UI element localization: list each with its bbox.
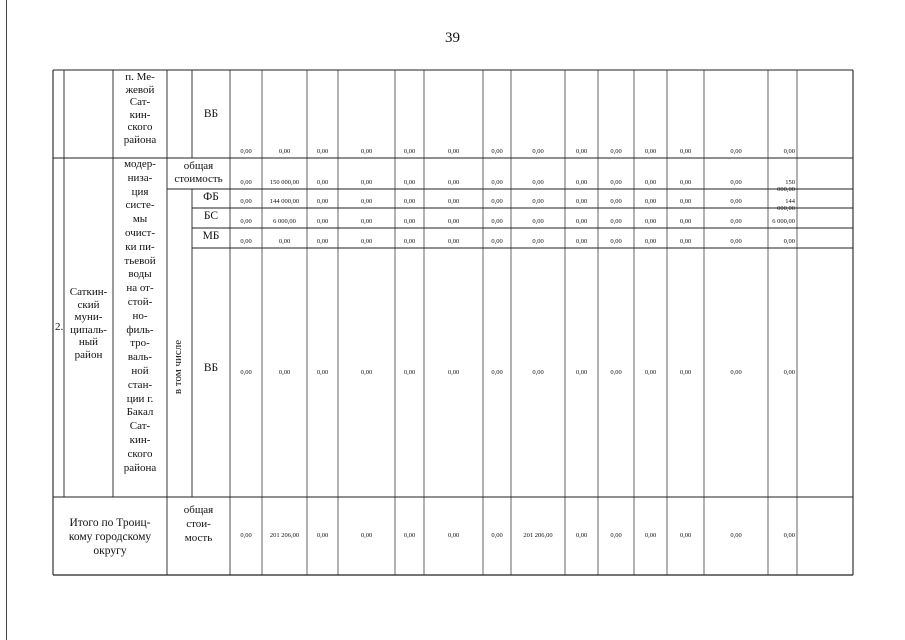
total-value: 0,00 <box>316 532 329 539</box>
row2-БС-value: 0,00 <box>679 218 692 225</box>
row2-ФБ-value: 0,00 <box>679 198 692 205</box>
row2-ВБ-value: 0,00 <box>240 368 252 376</box>
row2-municipality: Саткин- ский муни- ципаль- ный район <box>69 286 108 361</box>
row2-ВБ-value: 0,00 <box>575 368 588 376</box>
row1-fund: ВБ <box>203 108 219 120</box>
row1-value: 0,00 <box>644 148 657 155</box>
row2-МБ-value: 0,00 <box>532 238 544 245</box>
row2-ВБ-value: 0,00 <box>447 368 460 376</box>
row2-МБ-value: 0,00 <box>240 238 252 245</box>
row1-value: 0,00 <box>679 148 692 155</box>
row1-value: 0,00 <box>360 148 373 155</box>
row2-МБ-value: 0,00 <box>730 238 742 245</box>
row2-event: модер- низа- ция систе- мы очист- ки пи- тьевой воды на от- стой- но- филь- тро- валь- ной стан- ции г. Бакал Сат- кин- ского района <box>123 158 157 474</box>
row2-ВБ-value: 0,00 <box>679 368 692 376</box>
total-value: 0,00 <box>575 532 588 539</box>
row2-ВБ-value: 0,00 <box>278 368 291 376</box>
row2-БС-value: 6 000,00 <box>772 218 795 225</box>
row1-value: 0,00 <box>783 148 795 155</box>
row1-value: 0,00 <box>240 148 252 155</box>
page-number: 39 <box>445 30 460 46</box>
row2-total-value: 0,00 <box>730 179 742 186</box>
row2-ВБ-value: 0,00 <box>730 368 742 376</box>
row2-ФБ-value: 0,00 <box>491 198 503 205</box>
row2-БС-value: 0,00 <box>491 218 503 225</box>
row2-ФБ-value: 144 000,00 <box>777 198 795 212</box>
row2-total-value: 150 000,00 <box>777 179 795 193</box>
row1-value: 0,00 <box>610 148 622 155</box>
row2-total-value: 150 000,00 <box>269 179 300 186</box>
total-value: 0,00 <box>403 532 416 539</box>
total-value: 0,00 <box>240 532 252 539</box>
row2-total-value: 0,00 <box>360 179 373 186</box>
row2-ВБ-value: 0,00 <box>316 368 329 376</box>
row2-ФБ-value: 0,00 <box>644 198 657 205</box>
row2-БС-value: 6 000,00 <box>273 218 296 225</box>
total-value: 0,00 <box>730 532 742 539</box>
row2-БС-value: 0,00 <box>316 218 329 225</box>
row2-fund-ФБ: ФБ <box>203 191 219 203</box>
row2-total-value: 0,00 <box>447 179 460 186</box>
row2-БС-value: 0,00 <box>575 218 588 225</box>
row2-total-value: 0,00 <box>316 179 329 186</box>
row2-ВБ-value: 0,00 <box>491 368 503 376</box>
total-value: 0,00 <box>783 532 795 539</box>
row2-МБ-value: 0,00 <box>447 238 460 245</box>
row2-ФБ-value: 0,00 <box>316 198 329 205</box>
including-label: в том числе <box>172 339 184 395</box>
row2-fund-МБ: МБ <box>202 230 220 242</box>
row2-БС-value: 0,00 <box>730 218 742 225</box>
total-value: 0,00 <box>644 532 657 539</box>
total-cost-label: общая стои- мость <box>183 504 214 544</box>
row2-ВБ-value: 0,00 <box>783 368 795 376</box>
total-value: 0,00 <box>360 532 373 539</box>
row2-number: 2. <box>55 321 64 333</box>
row2-total-value: 0,00 <box>240 179 252 186</box>
row2-БС-value: 0,00 <box>532 218 544 225</box>
row2-ФБ-value: 0,00 <box>447 198 460 205</box>
row2-МБ-value: 0,00 <box>783 238 795 245</box>
row2-МБ-value: 0,00 <box>575 238 588 245</box>
row1-value: 0,00 <box>532 148 544 155</box>
row2-ФБ-value: 0,00 <box>532 198 544 205</box>
row1-value: 0,00 <box>491 148 503 155</box>
row1-value: 0,00 <box>730 148 742 155</box>
row2-fund-БС: БС <box>203 210 219 222</box>
row2-МБ-value: 0,00 <box>403 238 416 245</box>
row2-БС-value: 0,00 <box>403 218 416 225</box>
row2-МБ-value: 0,00 <box>360 238 373 245</box>
row2-ВБ-value: 0,00 <box>403 368 416 376</box>
row2-БС-value: 0,00 <box>610 218 622 225</box>
row1-value: 0,00 <box>278 148 291 155</box>
row2-ФБ-value: 0,00 <box>610 198 622 205</box>
row2-ФБ-value: 0,00 <box>360 198 373 205</box>
row1-value: 0,00 <box>316 148 329 155</box>
row2-ВБ-value: 0,00 <box>532 368 544 376</box>
row2-ВБ-value: 0,00 <box>610 368 622 376</box>
row2-МБ-value: 0,00 <box>491 238 503 245</box>
total-value: 0,00 <box>447 532 460 539</box>
row2-total-value: 0,00 <box>491 179 503 186</box>
row2-ФБ-value: 0,00 <box>575 198 588 205</box>
row2-ВБ-value: 0,00 <box>644 368 657 376</box>
row2-ФБ-value: 0,00 <box>240 198 252 205</box>
row1-name: п. Ме- жевой Сат- кин- ского района <box>123 71 157 146</box>
row2-total-value: 0,00 <box>403 179 416 186</box>
row2-total-value: 0,00 <box>532 179 544 186</box>
total-label: Итого по Троиц- кому городскому округу <box>68 517 152 557</box>
row2-МБ-value: 0,00 <box>610 238 622 245</box>
row2-БС-value: 0,00 <box>447 218 460 225</box>
row2-total-value: 0,00 <box>610 179 622 186</box>
row2-total-value: 0,00 <box>644 179 657 186</box>
row2-ФБ-value: 0,00 <box>730 198 742 205</box>
row2-ФБ-value: 0,00 <box>403 198 416 205</box>
total-value: 0,00 <box>491 532 503 539</box>
row1-value: 0,00 <box>403 148 416 155</box>
row2-МБ-value: 0,00 <box>316 238 329 245</box>
total-value: 201 206,00 <box>523 532 553 539</box>
total-value: 0,00 <box>679 532 692 539</box>
row2-ФБ-value: 144 000,00 <box>269 198 300 205</box>
row2-БС-value: 0,00 <box>240 218 252 225</box>
row2-fund-ВБ: ВБ <box>203 362 219 374</box>
row2-БС-value: 0,00 <box>360 218 373 225</box>
row1-value: 0,00 <box>447 148 460 155</box>
row1-value: 0,00 <box>575 148 588 155</box>
row2-МБ-value: 0,00 <box>278 238 291 245</box>
row2-БС-value: 0,00 <box>644 218 657 225</box>
total-value: 201 206,00 <box>269 532 300 539</box>
row2-total-value: 0,00 <box>679 179 692 186</box>
row2-total-value: 0,00 <box>575 179 588 186</box>
row2-МБ-value: 0,00 <box>679 238 692 245</box>
total-value: 0,00 <box>610 532 622 539</box>
row2-ВБ-value: 0,00 <box>360 368 373 376</box>
row2-МБ-value: 0,00 <box>644 238 657 245</box>
row2-total-label: общая стоимость <box>174 160 223 185</box>
